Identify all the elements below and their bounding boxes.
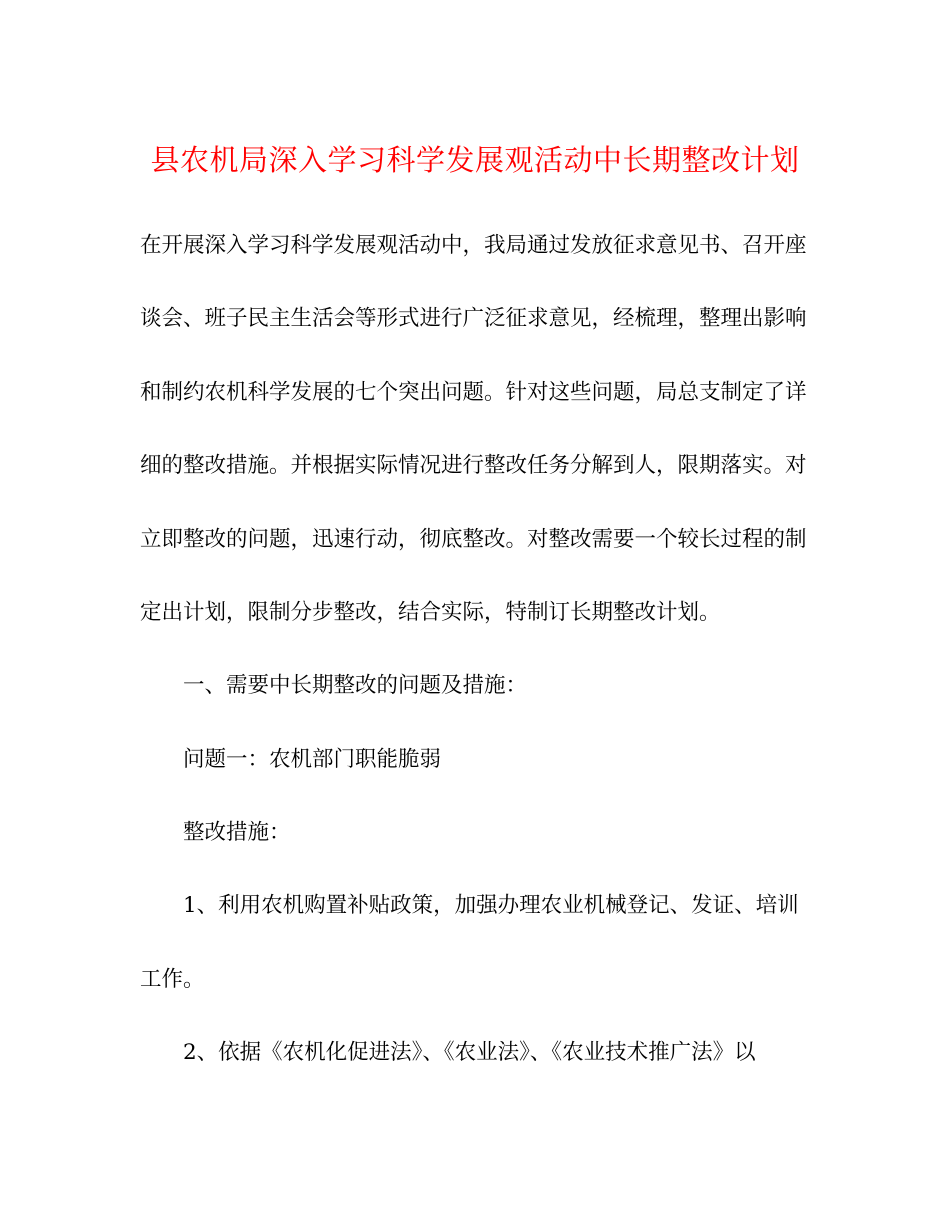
paragraph-line: 细的整改措施。并根据实际情况进行整改任务分解到人，限期落实。对 xyxy=(140,453,807,478)
paragraph-line: 和制约农机科学发展的七个突出问题。针对这些问题，局总支制定了详 xyxy=(140,380,807,405)
measure-item-1: 1、利用农机购置补贴政策，加强办理农业机械登记、发证、培训 xyxy=(183,893,799,918)
problem-heading: 问题一：农机部门职能脆弱 xyxy=(183,747,442,772)
paragraph-line: 谈会、班子民主生活会等形式进行广泛征求意见，经梳理，整理出影响 xyxy=(140,306,807,331)
paragraph-line: 在开展深入学习科学发展观活动中，我局通过发放征求意见书、召开座 xyxy=(140,233,807,258)
measure-item-1-continued: 工作。 xyxy=(140,967,205,992)
paragraph-line: 定出计划，限制分步整改，结合实际，特制订长期整改计划。 xyxy=(140,600,721,625)
paragraph-line: 立即整改的问题，迅速行动，彻底整改。对整改需要一个较长过程的制 xyxy=(140,527,807,552)
section-heading: 一、需要中长期整改的问题及措施： xyxy=(183,673,528,698)
measures-heading: 整改措施： xyxy=(183,820,291,845)
document-title: 县农机局深入学习科学发展观活动中长期整改计划 xyxy=(150,143,800,177)
measure-item-2: 2、依据《农机化促进法》、《农业法》、《农业技术推广法》以 xyxy=(183,1040,756,1065)
